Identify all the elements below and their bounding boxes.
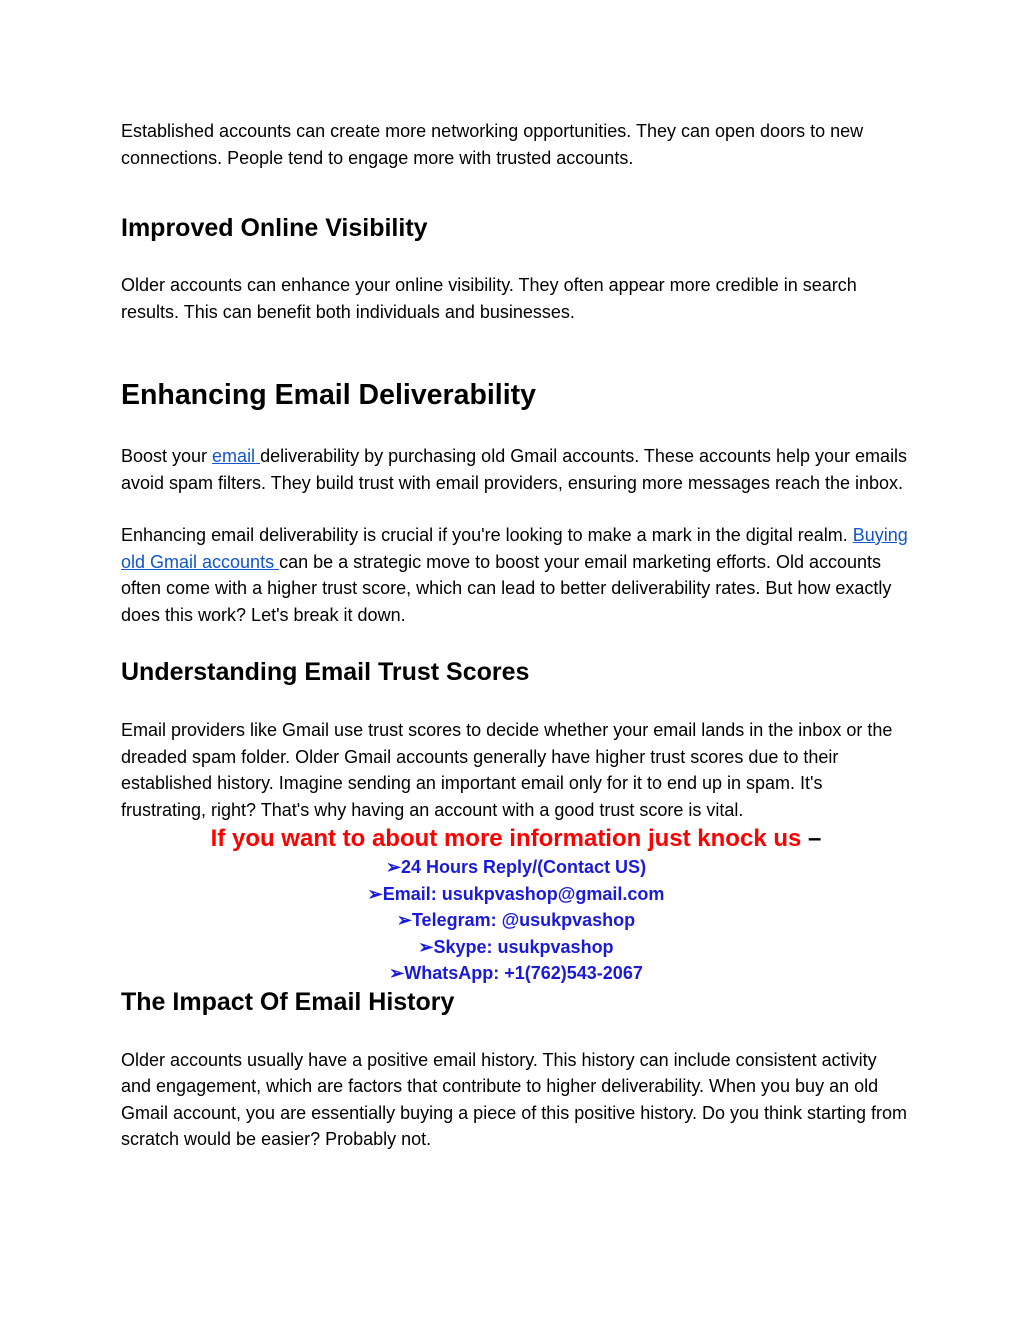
- contact-reply-hours: ➢24 Hours Reply/(Contact US): [385, 857, 647, 877]
- text-segment: can be a strategic move to boost your email marketing efforts. Old accounts often come with a higher trust score, which can lead to better deliverability rates. But how exactly does this work? Let's break it down.: [121, 551, 892, 625]
- contact-email: ➢Email: usukpvashop@gmail.com: [367, 883, 665, 904]
- text-segment: Enhancing email deliverability is crucial if you're looking to make a mark in the digital realm.: [121, 525, 853, 545]
- contact-headline: [121, 824, 911, 854]
- heading-online-visibility: Improved Online Visibility: [121, 214, 428, 242]
- paragraph-online-visibility: Older accounts can enhance your online visibility. They often appear more credible in search results. This can benefit both individuals and businesses.: [121, 275, 857, 322]
- contact-dash: –: [801, 825, 822, 852]
- paragraph-email-history: Older accounts usually have a positive email history. This history can include consistent activity and engagement, which are factors that contribute to higher deliverability. When you buy an old Gmail account, you are essentially buying a piece of this positive history. Do you think starting from scratch would be easier? Probably not.: [121, 1049, 908, 1149]
- heading-trust-scores: Understanding Email Trust Scores: [121, 658, 530, 686]
- paragraph-boost-deliverability: [121, 443, 911, 496]
- paragraph-trust-scores: Email providers like Gmail use trust scores to decide whether your email lands in the inbox or the dreaded spam folder. Older Gmail accounts generally have higher trust scores due to their established history. Imagine sending an important email only for it to end up in spam. It's frustrating, right? That's why having an account with a good trust score is vital.: [121, 720, 893, 820]
- document-body: [121, 118, 911, 1153]
- contact-whatsapp: ➢WhatsApp: +1(762)543-2067: [389, 963, 643, 983]
- heading-email-history: The Impact Of Email History: [121, 987, 455, 1016]
- paragraph-deliverability-crucial: [121, 522, 911, 628]
- text-segment: deliverability by purchasing old Gmail accounts. These accounts help your emails avoid spam filters. They build trust with email providers, ensuring more messages reach the inbox.: [121, 446, 908, 493]
- paragraph-networking: Established accounts can create more networking opportunities. They can open doors to new connections. People tend to engage more with trusted accounts.: [121, 121, 864, 168]
- text-segment: Boost your: [121, 446, 213, 466]
- email-link[interactable]: email: [212, 446, 261, 466]
- heading-email-deliverability: Enhancing Email Deliverability: [121, 379, 536, 411]
- contact-telegram: ➢Telegram: @usukpvashop: [396, 910, 636, 930]
- contact-block: [121, 824, 911, 987]
- contact-skype: ➢Skype: usukpvashop: [418, 936, 614, 957]
- buying-gmail-link[interactable]: Buying old Gmail accounts: [121, 525, 908, 572]
- contact-headline-text: If you want to about more information just knock us: [210, 825, 802, 852]
